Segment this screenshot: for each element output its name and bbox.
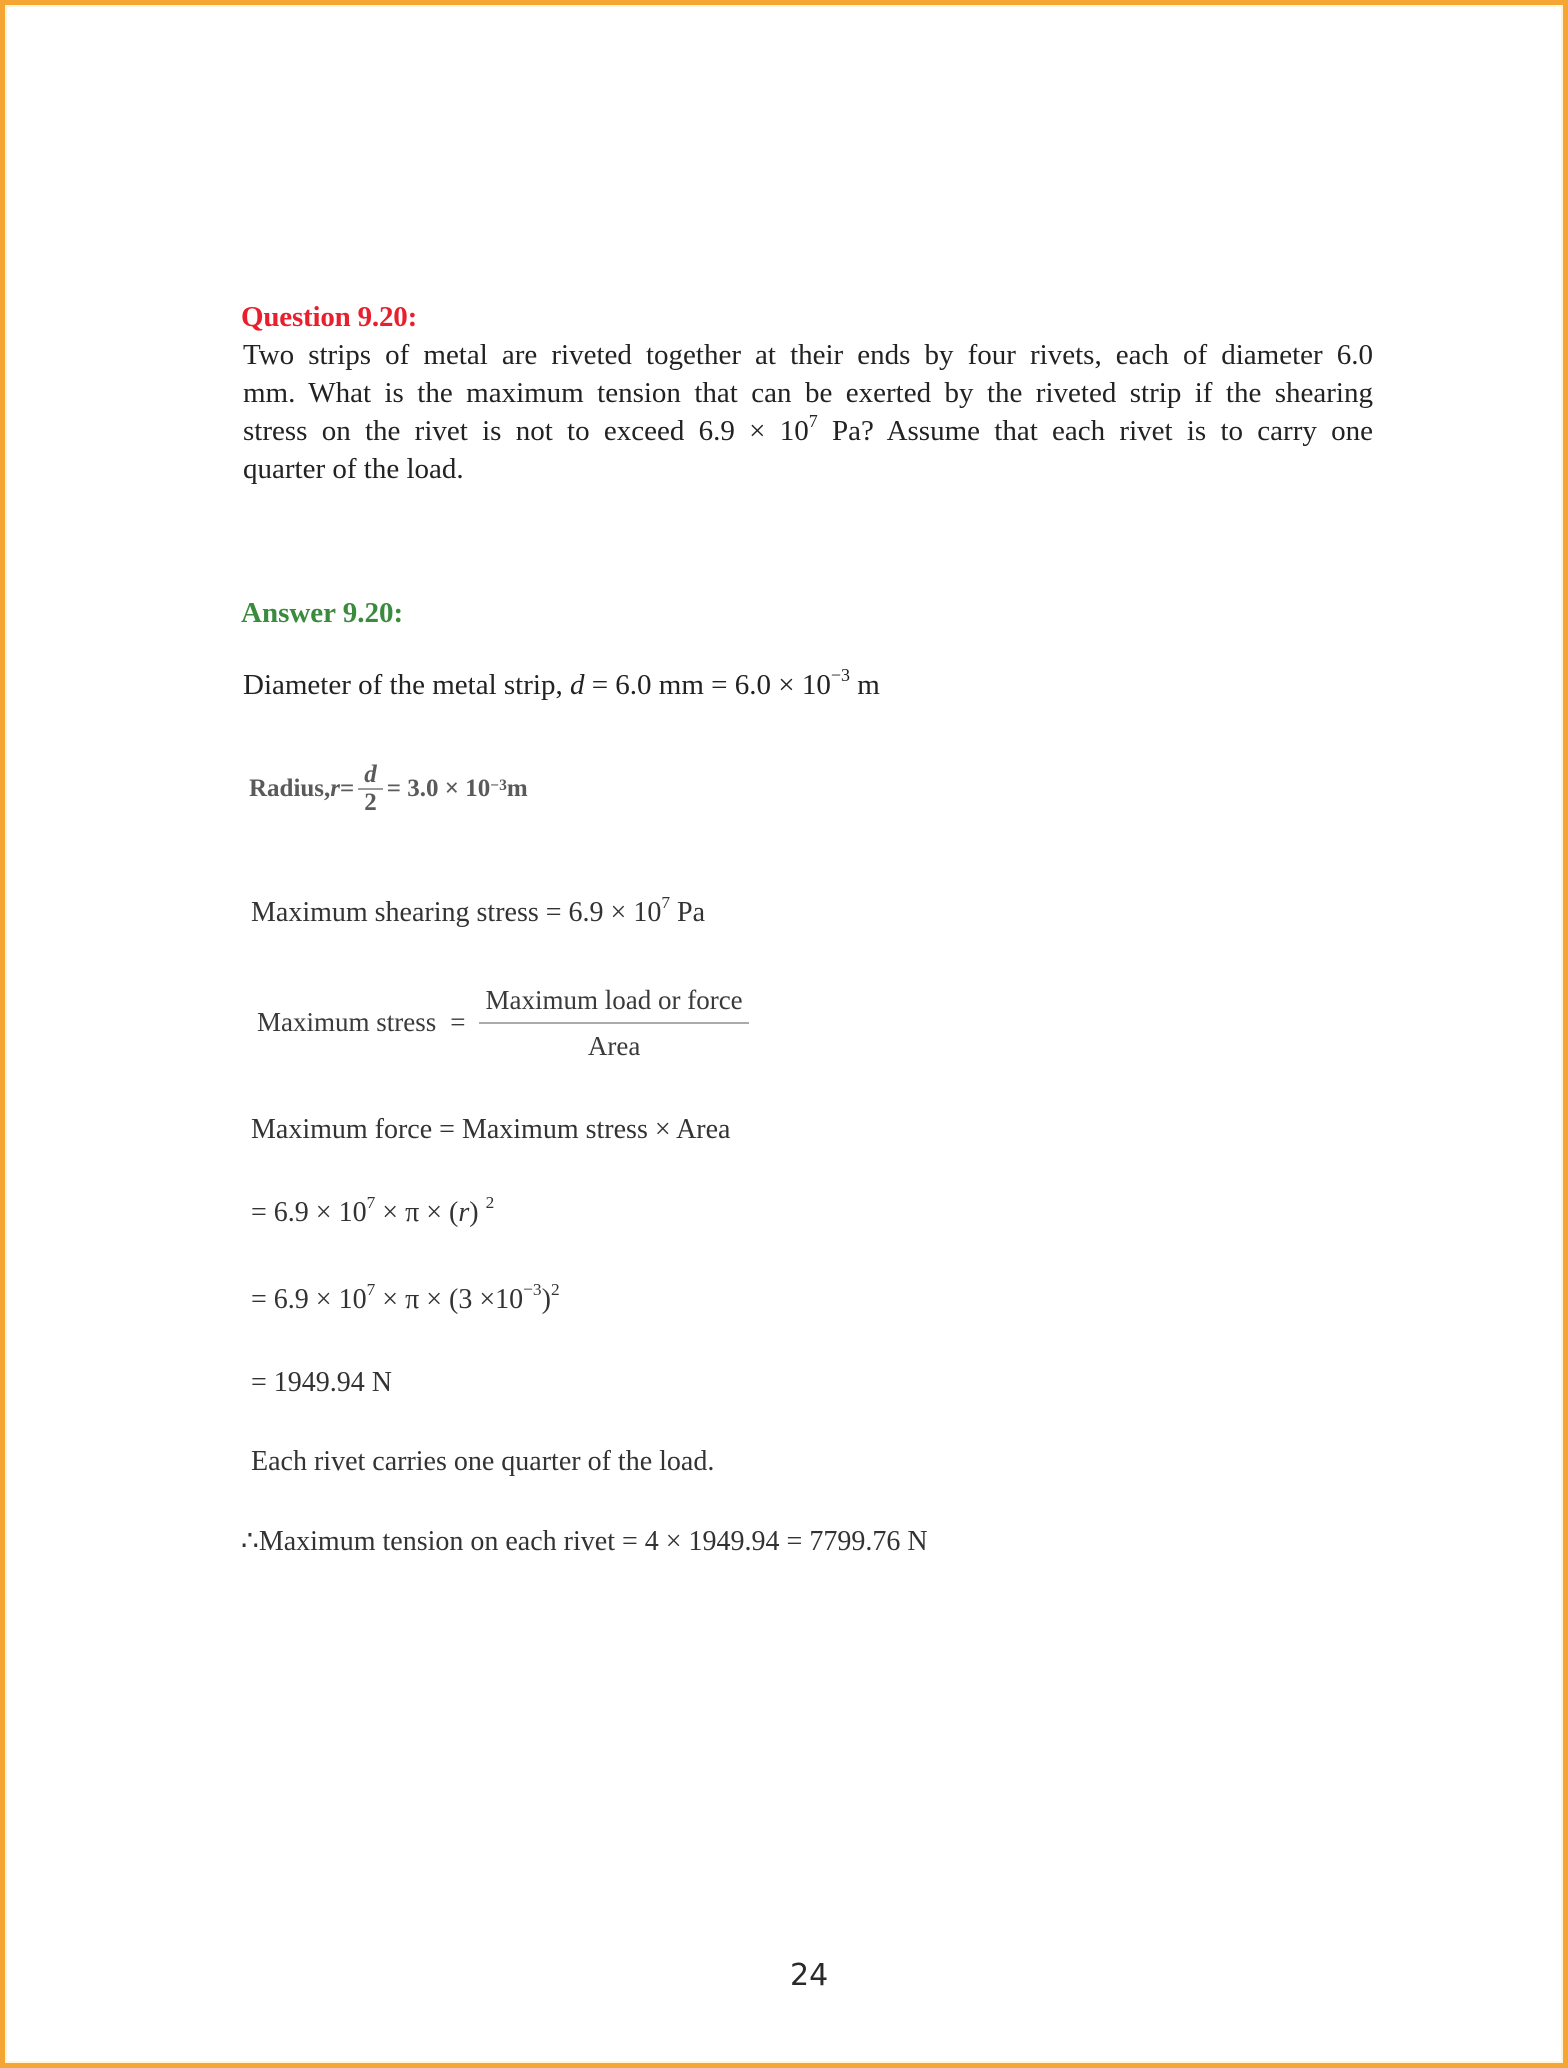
question-line-3 — [243, 412, 1373, 450]
exponent: 7 — [366, 1193, 376, 1213]
var-r: r — [458, 1197, 470, 1228]
fraction-d-over-2 — [358, 762, 383, 816]
step1-post: ) — [469, 1197, 486, 1228]
exponent: −3 — [523, 1280, 542, 1300]
question-line-3a: stress on the rivet is not to exceed 6.9 × 10 — [243, 415, 809, 447]
calc-result: = 1949.94 N — [251, 1367, 393, 1398]
diameter-value: = 6.0 mm = 6.0 × 10 — [584, 669, 831, 701]
radius-label: Radius, — [249, 774, 331, 802]
question-line-3b: Pa? Assume that each rivet is to carry one — [817, 415, 1373, 447]
equals: = — [340, 774, 355, 802]
conclusion-text: Maximum tension on each rivet = 4 × 1949.94 = 7799.76 N — [258, 1526, 928, 1557]
unit: m — [850, 669, 880, 701]
radius-value: = 3.0 × 10 — [386, 774, 491, 802]
diameter-line — [243, 664, 880, 702]
question-line-4: quarter of the load. — [243, 453, 464, 485]
var-r: r — [330, 774, 341, 802]
question-line-1: Two strips of metal are riveted together at their ends by four rivets, each of diameter 6.0 — [243, 339, 1373, 371]
stress-lhs: Maximum stress — [257, 1007, 437, 1038]
unit: Pa — [670, 897, 706, 928]
question-title: Question 9.20: — [241, 301, 418, 333]
question-line-2: mm. What is the maximum tension that can be exerted by the riveted strip if the shearing — [243, 377, 1373, 409]
stress-formula — [257, 978, 753, 1068]
diameter-label: Diameter of the metal strip, — [243, 669, 570, 701]
step2-mid: × π × (3 ×10 — [375, 1284, 524, 1315]
page-number: 24 — [790, 1958, 829, 1993]
conclusion-line — [241, 1524, 928, 1558]
exponent: 7 — [808, 410, 818, 431]
max-shear-stress-line — [251, 893, 706, 929]
stress-fraction — [479, 978, 748, 1068]
numerator: d — [364, 761, 377, 788]
equals: = — [450, 1007, 466, 1038]
max-shear-text: Maximum shearing stress = 6.9 × 10 — [251, 897, 662, 928]
step2-pre: = 6.9 × 10 — [251, 1284, 367, 1315]
numerator: Maximum load or force — [485, 985, 743, 1015]
radius-equation: Radius, r = $\frac{d}{2}$ = 3.0 × 10 $^{-3}$ m — [249, 761, 528, 816]
quarter-note: Each rivet carries one quarter of the load. — [251, 1446, 715, 1477]
step2-post: ) — [541, 1284, 551, 1315]
step1-pre: = 6.9 × 10 — [251, 1197, 367, 1228]
step1-mid: × π × ( — [375, 1197, 459, 1228]
exponent: −3 — [830, 664, 851, 685]
force-formula: Maximum force = Maximum stress × Area — [251, 1114, 731, 1145]
denominator: 2 — [364, 788, 377, 816]
unit: m — [506, 774, 528, 802]
calc-step-2 — [251, 1280, 560, 1316]
exponent: 2 — [485, 1193, 495, 1213]
answer-title: Answer 9.20: — [241, 597, 404, 629]
calc-step-1 — [251, 1193, 495, 1229]
exponent: 7 — [366, 1280, 376, 1300]
var-d: d — [569, 669, 585, 701]
therefore-symbol: ∴ — [241, 1526, 259, 1557]
question-text — [243, 336, 1373, 488]
exponent: 2 — [550, 1280, 560, 1300]
exponent: 7 — [661, 893, 671, 913]
denominator: Area — [587, 1030, 641, 1061]
